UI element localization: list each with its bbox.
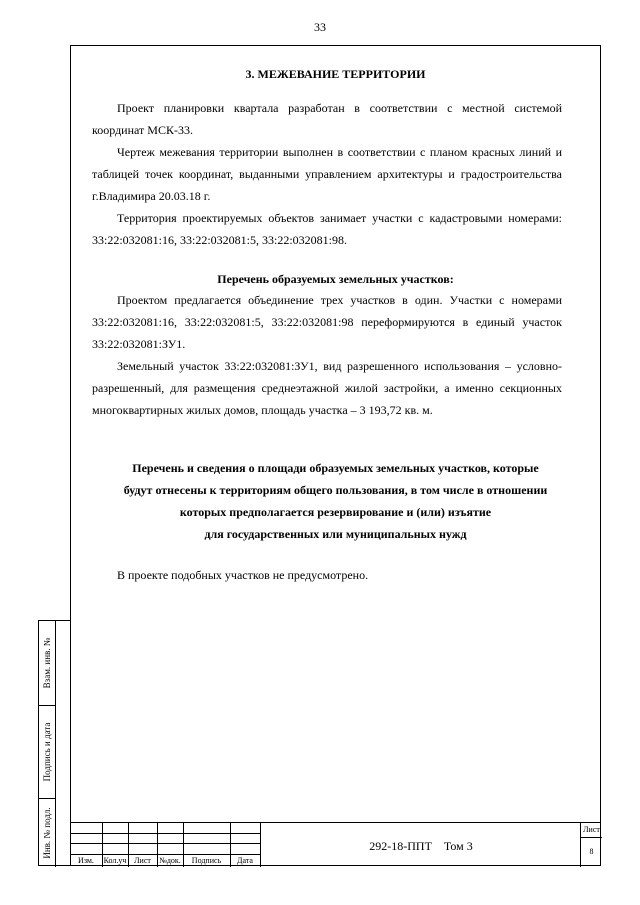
- subsection-title: Перечень образуемых земельных участков:: [217, 272, 454, 286]
- sheet-number: 8: [589, 847, 594, 856]
- column-label: Кол.уч: [103, 856, 127, 865]
- sheet-label: Лист: [583, 825, 600, 834]
- section2-block: [92, 564, 562, 586]
- title-line: которых предполагается резервирование и (или) изъятие: [179, 505, 492, 519]
- title-line: будут отнесены к территориям общего пользования, в том числе в отношении: [123, 483, 548, 497]
- grid-line: [70, 843, 260, 844]
- section1-block: [92, 289, 562, 421]
- grid-line: [70, 854, 260, 855]
- paragraph: Чертеж межевания территории выполнен в соответствии с планом красных линий и таблицей точек координат, выданными управлением архитектуры и градостроительства г.Владимира 20.03.18 г.: [92, 145, 562, 203]
- column-label: Изм.: [78, 856, 94, 865]
- column-label: Подпись: [191, 856, 222, 865]
- title-block: [70, 822, 601, 866]
- page-number: 33: [314, 20, 326, 34]
- side-cell-replace-inv: [39, 621, 55, 706]
- side-cell-original-inv: [39, 799, 55, 866]
- paragraph: Территория проектируемых объектов занимает участки с кадастровыми номерами: 33:22:032081:16, 33:22:032081:5, 33:22:032081:98.: [92, 211, 562, 247]
- sheet-divider: [581, 837, 602, 838]
- side-divider: [55, 621, 56, 867]
- sheet-cell: [580, 823, 601, 867]
- side-label: Инв. № подл.: [42, 806, 52, 859]
- section-heading: 3. МЕЖЕВАНИЕ ТЕРРИТОРИИ: [245, 67, 426, 81]
- document-code-cell: [260, 823, 580, 867]
- column-label: Лист: [134, 856, 151, 865]
- side-label: Взам. инв. №: [42, 637, 52, 689]
- title-line: для государственных или муниципальных нужд: [204, 527, 467, 541]
- title-line: Перечень и сведения о площади образуемых земельных участков, которые: [132, 461, 539, 475]
- column-label: Дата: [237, 856, 253, 865]
- paragraph: В проекте подобных участков не предусмотрено.: [117, 568, 369, 582]
- document-code: 292-18-ППТ Том 3: [369, 839, 473, 853]
- paragraph: Земельный участок 33:22:032081:ЗУ1, вид разрешенного использования – условно-разрешенный, для размещения среднеэтажной жилой застройки, а именно секционных многоквартирных жилых домов, площадь участка – 3 193,72 кв. м.: [92, 359, 562, 417]
- revision-grid: [70, 823, 260, 867]
- paragraph: Проект планировки квартала разработан в соответствии с местной системой координат МСК-33.: [92, 101, 562, 137]
- side-label: Подпись и дата: [42, 722, 52, 782]
- column-label: №док.: [159, 856, 181, 865]
- paragraph: Проектом предлагается объединение трех участков в один. Участки с номерами 33:22:032081:16, 33:22:032081:5, 33:22:032081:98 переформируются в единый участок 33:22:032081:ЗУ1.: [92, 293, 562, 351]
- side-stamp: [38, 620, 70, 866]
- grid-line: [70, 833, 260, 834]
- side-cell-signature-date: [39, 706, 55, 799]
- subsection-title-multiline: [70, 457, 601, 545]
- intro-block: [92, 97, 562, 251]
